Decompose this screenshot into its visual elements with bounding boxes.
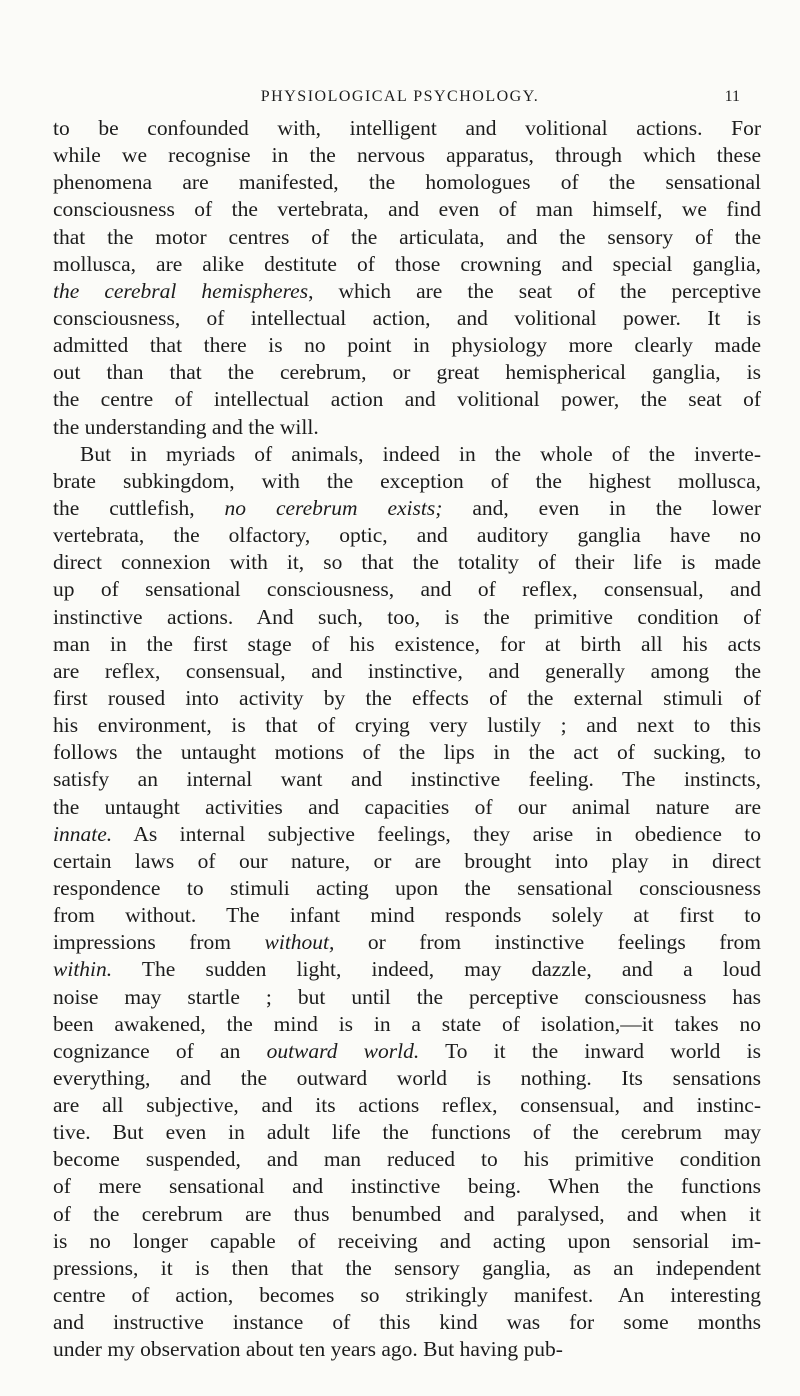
running-title: PHYSIOLOGICAL PSYCHOLOGY. <box>260 88 540 105</box>
text-segment: But in myriads of animals, indeed in the whole of the inverte- <box>80 441 761 466</box>
text-segment: direct connexion with it, so that the totality of their life is made <box>53 550 761 575</box>
text-segment: while we recognise in the nervous apparatus, through which these <box>53 143 761 168</box>
text-line <box>53 712 761 739</box>
text-segment: mollusca, are alike destitute of those crowning and special ganglia, <box>53 251 761 276</box>
italic-text: the cerebral hemispheres <box>53 278 309 303</box>
text-segment: As internal subjective feelings, they arise in obedience to <box>112 821 761 846</box>
text-segment: and, even in the lower <box>442 495 761 520</box>
text-line <box>53 1119 761 1146</box>
italic-text: innate. <box>53 821 113 846</box>
italic-text: within. <box>53 957 113 982</box>
text-line <box>53 386 761 413</box>
text-line <box>53 794 761 821</box>
text-line <box>53 332 761 359</box>
text-segment: his environment, is that of crying very lustily ; and next to this <box>53 713 761 738</box>
body-text <box>53 115 761 1363</box>
text-segment: is no longer capable of receiving and acting upon sensorial im- <box>53 1228 761 1253</box>
text-line <box>53 929 761 956</box>
text-line <box>53 1038 761 1065</box>
text-segment: the cuttlefish, <box>53 495 225 520</box>
italic-text: without, <box>264 930 335 955</box>
text-line <box>53 1011 761 1038</box>
text-segment: the understanding and the will. <box>53 414 319 439</box>
text-segment: are all subjective, and its actions reflex, consensual, and instinc- <box>53 1093 761 1118</box>
text-segment: pressions, it is then that the sensory ganglia, as an independent <box>53 1255 761 1280</box>
text-line <box>53 875 761 902</box>
page-number: 11 <box>724 88 740 105</box>
text-line <box>53 1146 761 1173</box>
text-line <box>53 278 761 305</box>
text-line <box>53 495 761 522</box>
text-line <box>53 169 761 196</box>
text-line <box>53 549 761 576</box>
text-segment: certain laws of our nature, or are brought into play in direct <box>53 848 761 873</box>
text-line <box>53 902 761 929</box>
text-segment: vertebrata, the olfactory, optic, and auditory ganglia have no <box>53 523 761 548</box>
text-segment: centre of action, becomes so strikingly manifest. An interesting <box>53 1283 761 1308</box>
running-head <box>0 88 800 112</box>
text-segment: out than that the cerebrum, or great hemispherical ganglia, is <box>53 360 761 385</box>
text-segment: first roused into activity by the effects of the external stimuli of <box>53 685 761 710</box>
text-segment: consciousness of the vertebrata, and even of man himself, we find <box>53 197 761 222</box>
text-line <box>53 251 761 278</box>
text-segment: that the motor centres of the articulata, and the sensory of the <box>53 224 761 249</box>
text-segment: up of sensational consciousness, and of reflex, consensual, and <box>53 577 761 602</box>
text-segment: respondence to stimuli acting upon the sensational consciousness <box>53 875 761 900</box>
text-line <box>53 522 761 549</box>
text-segment: become suspended, and man reduced to his primitive condition <box>53 1147 761 1172</box>
text-line <box>53 1255 761 1282</box>
text-line <box>53 414 761 441</box>
text-segment: been awakened, the mind is in a state of isolation,—it takes no <box>53 1011 761 1036</box>
text-line <box>53 441 761 468</box>
text-segment: under my observation about ten years ago. But having pub- <box>53 1337 563 1362</box>
text-line <box>53 1309 761 1336</box>
text-segment: everything, and the outward world is nothing. Its sensations <box>53 1065 761 1090</box>
text-line <box>53 604 761 631</box>
text-line <box>53 576 761 603</box>
text-segment: to be confounded with, intelligent and volitional actions. For <box>53 116 761 140</box>
text-line <box>53 224 761 251</box>
text-line <box>53 739 761 766</box>
text-segment: and instructive instance of this kind was for some months <box>53 1310 761 1335</box>
italic-text: outward world. <box>266 1038 420 1063</box>
text-line <box>53 685 761 712</box>
text-segment: phenomena are manifested, the homologues of the sensational <box>53 170 761 195</box>
text-line <box>53 305 761 332</box>
text-line <box>53 821 761 848</box>
text-segment: from without. The infant mind responds solely at first to <box>53 903 761 928</box>
text-line <box>53 848 761 875</box>
text-segment: cognizance of an <box>53 1038 267 1063</box>
text-segment: or from instinctive feelings from <box>334 930 761 955</box>
text-line <box>53 658 761 685</box>
text-segment: , which are the seat of the perceptive <box>308 278 761 303</box>
text-line <box>53 1065 761 1092</box>
text-line <box>53 1201 761 1228</box>
text-segment: follows the untaught motions of the lips in the act of sucking, to <box>53 740 761 765</box>
text-line <box>53 631 761 658</box>
text-segment: brate subkingdom, with the exception of the highest mollusca, <box>53 468 761 493</box>
text-line <box>53 1336 761 1363</box>
text-line <box>53 359 761 386</box>
text-line <box>53 468 761 495</box>
text-line <box>53 1228 761 1255</box>
text-line <box>53 196 761 223</box>
text-segment: impressions from <box>53 930 265 955</box>
text-segment: instinctive actions. And such, too, is the primitive condition of <box>53 604 761 629</box>
text-line <box>53 1092 761 1119</box>
text-line <box>53 1282 761 1309</box>
text-segment: To it the inward world is <box>419 1038 761 1063</box>
text-segment: satisfy an internal want and instinctive feeling. The instincts, <box>53 767 761 792</box>
text-segment: are reflex, consensual, and instinctive, and generally among the <box>53 658 761 683</box>
text-segment: tive. But even in adult life the functions of the cerebrum may <box>53 1120 761 1145</box>
text-segment: of the cerebrum are thus benumbed and paralysed, and when it <box>53 1201 761 1226</box>
text-line <box>53 115 761 142</box>
text-segment: of mere sensational and instinctive being. When the functions <box>53 1174 761 1199</box>
italic-text: no cerebrum exists; <box>224 495 443 520</box>
text-segment: The sudden light, indeed, may dazzle, and a loud <box>112 957 761 982</box>
text-segment: consciousness, of intellectual action, and volitional power. It is <box>53 305 761 330</box>
text-line <box>53 766 761 793</box>
text-line <box>53 142 761 169</box>
text-line <box>53 984 761 1011</box>
text-segment: noise may startle ; but until the perceptive consciousness has <box>53 984 761 1009</box>
text-line <box>53 1173 761 1200</box>
text-segment: the untaught activities and capacities of our animal nature are <box>53 794 761 819</box>
text-line <box>53 956 761 983</box>
text-segment: man in the first stage of his existence, for at birth all his acts <box>53 631 761 656</box>
text-segment: admitted that there is no point in physiology more clearly made <box>53 333 761 358</box>
text-segment: the centre of intellectual action and volitional power, the seat of <box>53 387 761 412</box>
